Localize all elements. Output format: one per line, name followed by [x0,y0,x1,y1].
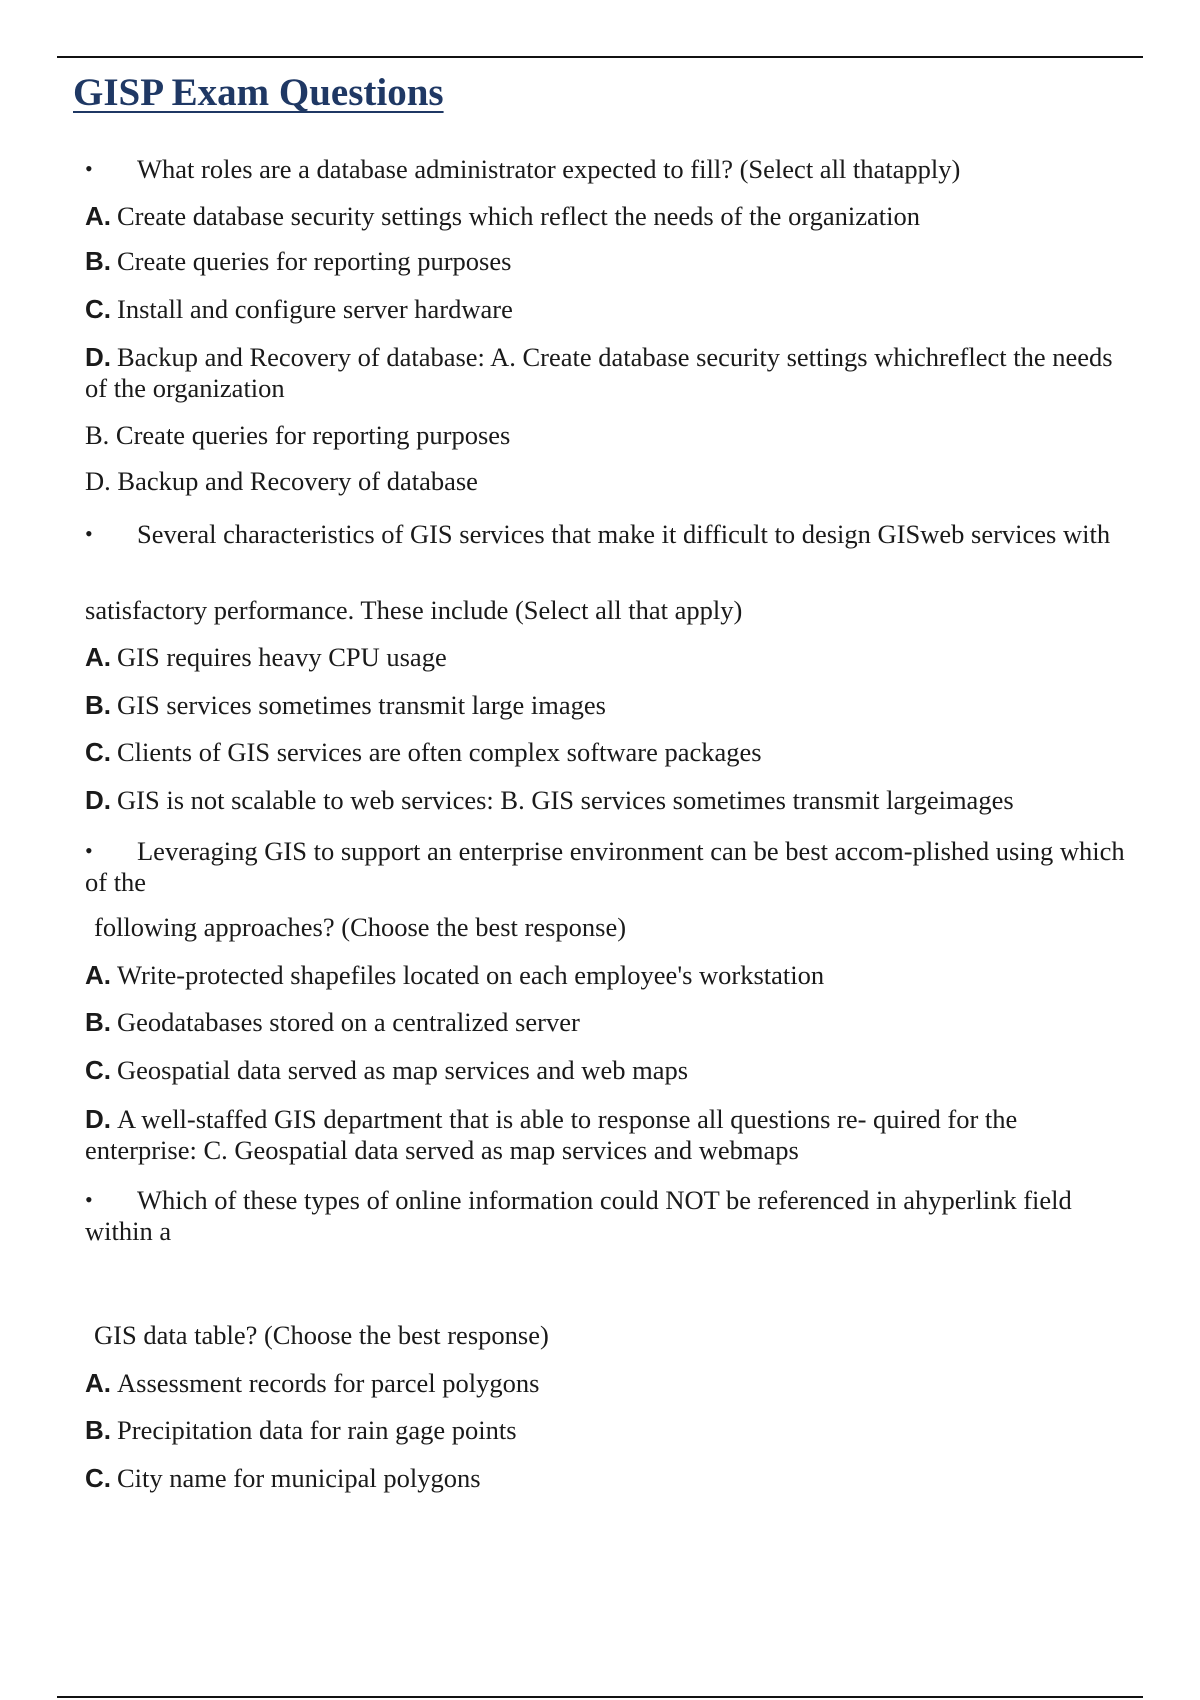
question-3-option-a: A. Write-protected shapefiles located on each employee's workstation [85,960,825,990]
question-2-prompt: • Several characteristics of GIS services that make it difficult to design GISweb services with [85,519,1111,549]
question-4-option-c: C. City name for municipal polygons [85,1463,481,1493]
question-4-prompt: • Which of these types of online information could NOT be referenced in ahyperlink field within a [85,1185,1072,1246]
bottom-rule [57,1696,1143,1698]
question-1-option-d: D. Backup and Recovery of database: A. Create database security settings whichreflect the needs of the organization [85,342,1113,403]
question-1-answer-line: B. Create queries for reporting purposes [85,420,511,450]
question-2-option-c: C. Clients of GIS services are often complex software packages [85,737,762,767]
question-4-option-b: B. Precipitation data for rain gage points [85,1415,517,1445]
question-2-option-b: B. GIS services sometimes transmit large images [85,690,606,720]
bullet-icon: • [85,521,93,546]
question-3-prompt-continued: following approaches? (Choose the best response) [94,912,627,942]
bullet-icon: • [85,838,93,863]
question-1-option-c: C. Install and configure server hardware [85,294,513,324]
question-2-option-d: D. GIS is not scalable to web services: B. GIS services sometimes transmit largeimages [85,785,1014,815]
question-3-option-b: B. Geodatabases stored on a centralized server [85,1007,580,1037]
question-2-option-a: A. GIS requires heavy CPU usage [85,642,447,672]
top-rule [57,56,1143,58]
question-1-answer-line: D. Backup and Recovery of database [85,466,478,496]
question-4-prompt-continued: GIS data table? (Choose the best response) [94,1320,549,1350]
bullet-icon: • [85,1187,93,1212]
question-2-prompt-continued: satisfactory performance. These include (Select all that apply) [85,595,743,625]
question-1-option-a: A. Create database security settings which reflect the needs of the organization [85,201,921,231]
question-3-option-c: C. Geospatial data served as map services and web maps [85,1055,689,1085]
question-3-option-d: D. A well-staffed GIS department that is able to response all questions re- quired for the enterprise: C. Geospatial data served as map services and webmaps [85,1104,1018,1165]
question-4-option-a: A. Assessment records for parcel polygons [85,1368,540,1398]
question-1-prompt: • What roles are a database administrator expected to fill? (Select all thatapply) [85,154,961,184]
question-1-option-b: B. Create queries for reporting purposes [85,246,512,276]
page-title: GISP Exam Questions [73,71,444,114]
bullet-icon: • [85,156,93,181]
question-3-prompt: • Leveraging GIS to support an enterprise environment can be best accom-plished using which of the [85,836,1125,897]
